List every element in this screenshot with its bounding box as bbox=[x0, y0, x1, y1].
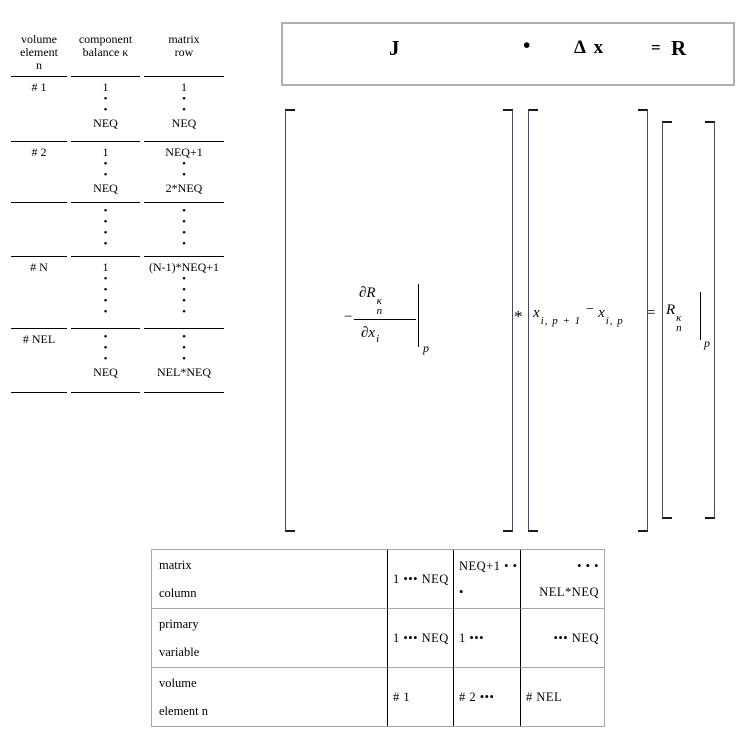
index-table-text: matrix bbox=[168, 32, 200, 46]
vertical-ellipsis-dot: • bbox=[182, 216, 186, 228]
index-table-text: n bbox=[36, 58, 42, 72]
index-table-text: # 1 bbox=[31, 80, 47, 94]
vertical-ellipsis-dot: • bbox=[182, 158, 186, 170]
subscript-n: n bbox=[676, 322, 682, 334]
index-table-header-cell bbox=[144, 30, 224, 77]
vertical-ellipsis-dot: • bbox=[182, 331, 186, 343]
index-table-text: 1 bbox=[102, 260, 109, 274]
jacobian-matrix-left-bracket bbox=[285, 109, 295, 532]
index-table-cell bbox=[71, 203, 140, 257]
index-table-text: volume bbox=[21, 32, 57, 46]
index-table-header-cell bbox=[11, 30, 67, 77]
index-table-cell bbox=[71, 257, 140, 329]
index-table-cell bbox=[144, 77, 224, 142]
evaluation-subscript-p: p bbox=[704, 336, 710, 350]
bottom-table-label bbox=[152, 668, 388, 726]
variable-x: x bbox=[598, 305, 605, 321]
index-table-cell bbox=[11, 329, 67, 393]
vertical-ellipsis-dot: • bbox=[182, 295, 186, 307]
bottom-table-cell-line: 1 ••• NEQ bbox=[393, 572, 449, 586]
index-table-text: NEQ bbox=[93, 181, 118, 195]
index-table-text: element bbox=[20, 45, 58, 59]
bottom-table-label-line: column bbox=[159, 586, 197, 600]
index-table-cell bbox=[71, 77, 140, 142]
vertical-ellipsis-dot: • bbox=[103, 93, 108, 105]
bottom-table-cell-line: 1 ••• bbox=[459, 631, 485, 645]
bottom-table-row bbox=[152, 609, 604, 668]
bottom-table-cell-line: • bbox=[459, 585, 464, 599]
vertical-ellipsis-dot: • bbox=[103, 238, 108, 250]
bottom-table-cell-line: 1 ••• NEQ bbox=[393, 631, 449, 645]
jacobian-equation-box bbox=[281, 22, 735, 86]
equals-sign: = bbox=[651, 38, 661, 57]
vertical-ellipsis-dot: • bbox=[182, 306, 186, 318]
bottom-table-cell-line: NEQ+1 • • bbox=[459, 559, 518, 573]
superscript-kappa: κ bbox=[676, 312, 682, 324]
partial-x: ∂x bbox=[361, 325, 376, 341]
minus-sign: − bbox=[344, 309, 353, 325]
index-table-text: 1 bbox=[181, 80, 187, 94]
vertical-ellipsis-dot: • bbox=[182, 93, 186, 105]
index-table-text: NEQ bbox=[171, 116, 197, 130]
minus-sign: − bbox=[586, 302, 595, 317]
dot-operator: • bbox=[523, 33, 531, 57]
index-table-text: balance κ bbox=[82, 45, 129, 59]
subscript-n: n bbox=[376, 305, 383, 317]
vertical-ellipsis-dot: • bbox=[103, 295, 108, 307]
vertical-ellipsis-dot: • bbox=[103, 216, 108, 228]
bottom-table-cell-line: # NEL bbox=[526, 690, 563, 704]
vertical-ellipsis-dot: • bbox=[103, 331, 108, 343]
vertical-ellipsis-dot: • bbox=[182, 169, 186, 181]
vertical-ellipsis-dot: • bbox=[103, 342, 108, 354]
bottom-table-cell bbox=[454, 550, 521, 609]
vertical-ellipsis-dot: • bbox=[103, 284, 108, 296]
equals-sign: = bbox=[647, 305, 656, 321]
jacobian-matrix-right-bracket bbox=[503, 109, 513, 532]
index-table-cell bbox=[11, 142, 67, 203]
residual-entry-expression bbox=[666, 292, 716, 358]
vertical-ellipsis-dot: • bbox=[182, 205, 186, 217]
variable-R bbox=[666, 301, 682, 333]
vertical-ellipsis-dot: • bbox=[182, 104, 186, 116]
index-table-text: # 2 bbox=[31, 145, 47, 159]
matrix-column-index-table bbox=[151, 549, 605, 727]
index-table-cell bbox=[71, 329, 140, 393]
bottom-table-cell bbox=[454, 609, 521, 668]
matrix-row-index-table bbox=[11, 30, 224, 393]
evaluation-subscript-p: p bbox=[423, 341, 429, 355]
index-table-cell bbox=[144, 329, 224, 393]
bottom-table-label-line: primary bbox=[159, 617, 199, 631]
bottom-table-cell bbox=[521, 550, 604, 609]
index-table-text: component bbox=[78, 32, 133, 46]
bottom-table-cell bbox=[521, 609, 604, 668]
index-table-header-cell bbox=[71, 30, 140, 77]
bottom-table-cell bbox=[454, 668, 521, 726]
bottom-table-cell-line: NEL*NEQ bbox=[539, 585, 599, 599]
vertical-ellipsis-dot: • bbox=[182, 342, 186, 354]
index-table-text: row bbox=[174, 45, 194, 59]
multiplication-star: * bbox=[514, 307, 523, 326]
index-table-text: # NEL bbox=[22, 332, 56, 346]
index-table-cell bbox=[144, 142, 224, 203]
vertical-ellipsis-dot: • bbox=[182, 227, 186, 239]
vertical-ellipsis-dot: • bbox=[182, 273, 186, 285]
variable-x: x bbox=[533, 305, 540, 321]
bottom-table-row bbox=[152, 550, 604, 609]
fraction-denominator bbox=[361, 324, 379, 345]
bottom-table-cell bbox=[388, 668, 454, 726]
bottom-table-label-line: element n bbox=[159, 704, 208, 718]
bottom-table-cell-line: # 2 ••• bbox=[459, 690, 495, 704]
vertical-ellipsis-dot: • bbox=[103, 158, 108, 170]
index-table-text: NEL*NEQ bbox=[157, 365, 211, 379]
residual-R: R bbox=[666, 302, 676, 318]
vertical-ellipsis-dot: • bbox=[182, 284, 186, 296]
index-table-text: NEQ bbox=[93, 365, 118, 379]
index-table-text: NEQ+1 bbox=[165, 145, 203, 159]
subscript-i: i bbox=[376, 333, 380, 345]
bottom-table-cell bbox=[388, 609, 454, 668]
index-table-text: # N bbox=[30, 260, 48, 274]
vertical-ellipsis-dot: • bbox=[103, 104, 108, 116]
symbol-delta-x: Δ x bbox=[574, 37, 606, 58]
vertical-ellipsis-dot: • bbox=[182, 353, 186, 365]
symbol-residual-R: R bbox=[671, 36, 687, 60]
bottom-table-cell-line: ••• NEQ bbox=[553, 631, 599, 645]
bottom-table-label-line: volume bbox=[159, 676, 197, 690]
superscript-subscript-stack bbox=[377, 296, 383, 316]
partial-R: ∂R bbox=[359, 285, 376, 301]
bottom-table-cell-line: • • • bbox=[577, 559, 599, 573]
superscript-subscript-stack bbox=[676, 313, 682, 333]
bottom-table-cell bbox=[388, 550, 454, 609]
index-table-cell bbox=[144, 257, 224, 329]
index-table-text: (N-1)*NEQ+1 bbox=[148, 260, 220, 274]
index-table-text: 1 bbox=[102, 80, 109, 94]
evaluation-bar bbox=[700, 292, 701, 340]
fraction-numerator bbox=[359, 284, 382, 316]
index-table-text: NEQ bbox=[93, 116, 118, 130]
index-table-text: 2*NEQ bbox=[165, 181, 203, 195]
subscript-i-p: i, p bbox=[605, 315, 624, 327]
bottom-table-cell-line: # 1 bbox=[393, 690, 411, 704]
evaluation-bar bbox=[418, 284, 419, 347]
vertical-ellipsis-dot: • bbox=[103, 169, 108, 181]
vertical-ellipsis-dot: • bbox=[103, 353, 108, 365]
index-table-cell bbox=[11, 203, 67, 257]
index-table-cell bbox=[144, 203, 224, 257]
vertical-ellipsis-dot: • bbox=[103, 273, 108, 285]
symbol-jacobian-J: J bbox=[389, 36, 400, 60]
bottom-table-label bbox=[152, 550, 388, 609]
bottom-table-row bbox=[152, 668, 604, 726]
index-table-cell bbox=[11, 77, 67, 142]
index-table-text: 1 bbox=[102, 145, 109, 159]
bottom-table-label bbox=[152, 609, 388, 668]
bottom-table-label-line: matrix bbox=[159, 558, 192, 572]
vertical-ellipsis-dot: • bbox=[103, 205, 108, 217]
jacobian-entry-expression bbox=[344, 283, 440, 359]
vertical-ellipsis-dot: • bbox=[103, 227, 108, 239]
vertical-ellipsis-dot: • bbox=[103, 306, 108, 318]
index-table-cell bbox=[11, 257, 67, 329]
subscript-i-p-plus-1: i, p + 1 bbox=[540, 315, 582, 327]
index-table-cell bbox=[71, 142, 140, 203]
vertical-ellipsis-dot: • bbox=[182, 238, 186, 250]
bottom-table-cell bbox=[521, 668, 604, 726]
fraction-bar bbox=[354, 319, 416, 320]
bottom-table-label-line: variable bbox=[159, 645, 200, 659]
superscript-kappa: κ bbox=[376, 295, 382, 307]
delta-x-entry-expression bbox=[533, 302, 624, 327]
